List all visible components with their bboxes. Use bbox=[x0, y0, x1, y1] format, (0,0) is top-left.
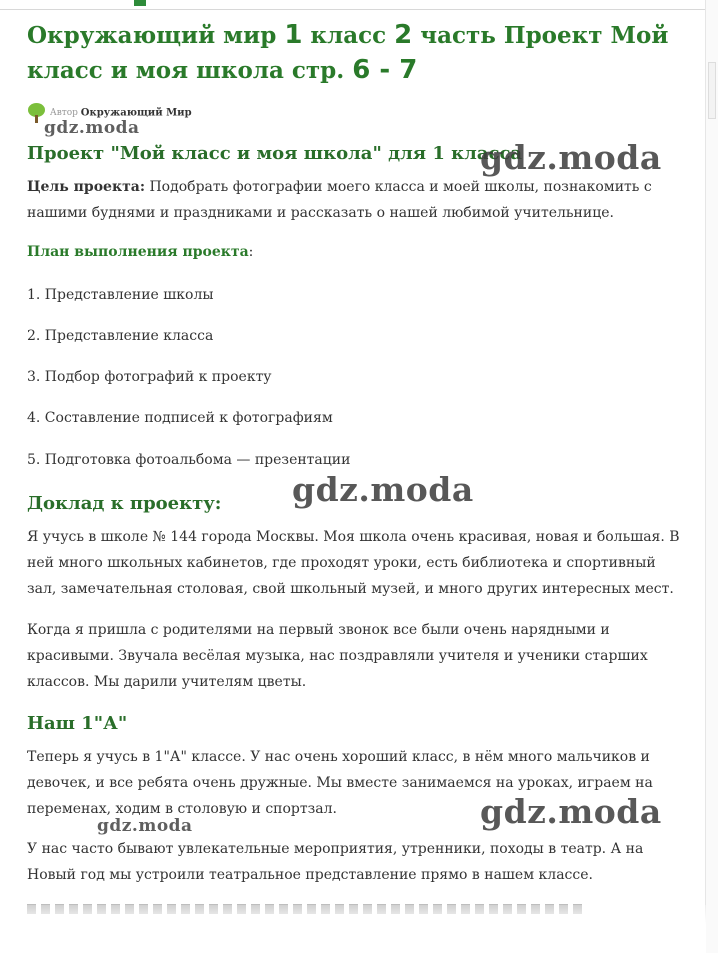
bottom-fade bbox=[0, 905, 706, 953]
title-grade-number: 1 bbox=[284, 20, 303, 50]
report-paragraph: Когда я пришла с родителями на первый звонок все были очень нарядными и красивыми. Звучала весёлая музыка, нас поздравляли учителя и ученики старших классов. Мы дарили учителям цветы. bbox=[27, 622, 648, 690]
side-ad-block bbox=[708, 62, 716, 119]
goal-label: Цель проекта: bbox=[27, 179, 145, 195]
plan-item: 4. Составление подписей к фотографиям bbox=[27, 410, 333, 426]
side-scroll-rail[interactable] bbox=[705, 0, 718, 953]
class-heading: Наш 1"А" bbox=[27, 713, 128, 734]
title-text: Окружающий мир bbox=[27, 22, 285, 49]
plan-item: 3. Подбор фотографий к проекту bbox=[27, 369, 272, 385]
goal-text: Подобрать фотографии моего класса и моей школы, познакомить с нашими буднями и праздниками и рассказать о нашей любимой учительнице. bbox=[27, 179, 652, 221]
watermark: gdz.moda bbox=[292, 470, 474, 509]
project-heading: Проект "Мой класс и моя школа" для 1 класса bbox=[27, 143, 523, 164]
watermark: gdz.moda bbox=[97, 816, 193, 836]
plan-colon: : bbox=[248, 244, 254, 260]
author-name-link[interactable]: Окружающий Мир bbox=[80, 107, 192, 119]
plan-label: План выполнения проекта bbox=[27, 244, 249, 260]
title-page-numbers: 6 - 7 bbox=[352, 55, 418, 85]
title-part-number: 2 bbox=[394, 20, 413, 50]
top-bar bbox=[0, 0, 706, 10]
plan-heading bbox=[27, 244, 253, 260]
plan-item: 1. Представление школы bbox=[27, 287, 214, 303]
report-paragraph: Я учусь в школе № 144 города Москвы. Моя школа очень красивая, новая и большая. В ней много школьных кабинетов, где проходят уроки, есть библиотека и спортивный зал, замечательная столовая, свой школьный музей, и много других интересных мест. bbox=[27, 529, 680, 597]
title-text: класс bbox=[302, 22, 395, 49]
author-label: Автор bbox=[49, 108, 78, 118]
tab-icon bbox=[134, 0, 146, 6]
class-paragraph: У нас часто бывают увлекательные мероприятия, утренники, походы в театр. А на Новый год мы устроили театральное представление прямо в нашем классе. bbox=[27, 841, 644, 883]
page-title bbox=[27, 18, 697, 88]
watermark: gdz.moda bbox=[44, 118, 140, 138]
watermark: gdz.moda bbox=[480, 792, 662, 831]
class-paragraph: Теперь я учусь в 1"А" классе. У нас очень хороший класс, в нём много мальчиков и девочек, и все ребята очень дружные. Мы вместе занимаемся на уроках, играем на переменах, ходим в столовую и спортзал. bbox=[27, 749, 653, 817]
plan-item: 5. Подготовка фотоальбома — презентации bbox=[27, 452, 351, 468]
tree-icon bbox=[27, 103, 45, 123]
project-goal bbox=[27, 174, 687, 226]
report-heading: Доклад к проекту: bbox=[27, 493, 222, 514]
title-text: часть Проект Мой класс и моя школа стр. bbox=[27, 22, 669, 84]
plan-item: 2. Представление класса bbox=[27, 328, 214, 344]
watermark: gdz.moda bbox=[480, 138, 662, 177]
